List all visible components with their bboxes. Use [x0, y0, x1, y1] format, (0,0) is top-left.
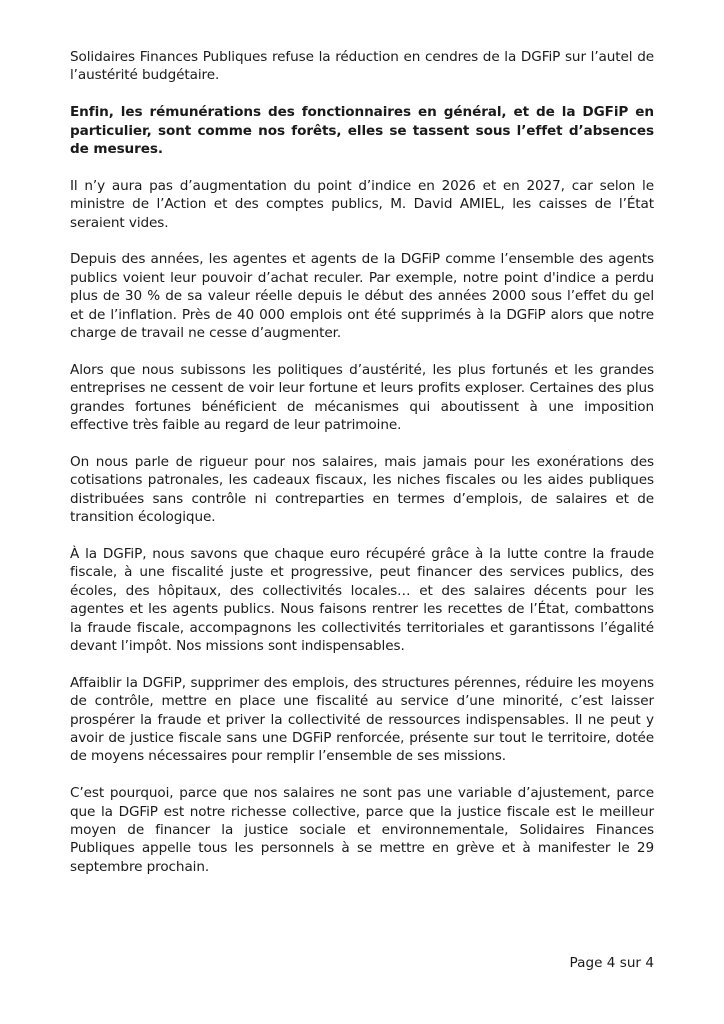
paragraph-appel-greve: C’est pourquoi, parce que nos salaires ne sont pas une variable d’ajustement, parce que la DGFiP est notre richesse collective, parce que la justice fiscale est le meilleur moyen de financer la justice sociale et environnementale, Solidaires Finances Publiques appelle tous les personnels à se mettre en grève et à manifester le 29 septembre prochain.: [70, 785, 654, 875]
paragraph-austerite-refusal: Solidaires Finances Publiques refuse la réduction en cendres de la DGFiP sur l’autel de l’austérité budgétaire.: [70, 49, 654, 84]
paragraph-point-indice: Il n’y aura pas d’augmentation du point d’indice en 2026 et en 2027, car selon le ministre de l’Action et des comptes publics, M. David AMIEL, les caisses de l’État seraient vides.: [70, 177, 654, 231]
paragraph-dgfip-missions: À la DGFiP, nous savons que chaque euro récupéré grâce à la lutte contre la fraude fiscale, à une fiscalité juste et progressive, peut financer des services publics, des écoles, des hôpitaux, des collectivités locales… et des salaires décents pour les agentes et les agents publics. Nous faisons rentrer les recettes de l’État, combattons la fraude fiscale, accompagnons les collectivités territoriales et garantissons l’égalité devant l’impôt. Nos missions sont indispensables.: [70, 545, 654, 654]
paragraph-pouvoir-achat: Depuis des années, les agentes et agents de la DGFiP comme l’ensemble des agents publics voient leur pouvoir d’achat reculer. Par exemple, notre point d'indice a perdu plus de 30 % de sa valeur réelle depuis le début des années 2000 sous l’effet du gel et de l’inflation. Près de 40 000 emplois ont été supprimés à la DGFiP alors que notre charge de travail ne cesse d’augmenter.: [70, 251, 654, 342]
paragraph-rigueur: On nous parle de rigueur pour nos salaires, mais jamais pour les exonérations des cotisations patronales, les cadeaux fiscaux, les niches fiscales ou les aides publiques distribuées sans contrôle ni contreparties en termes d’emplois, de salaires et de transition écologique.: [70, 453, 654, 526]
paragraph-remunerations-bold: Enfin, les rémunérations des fonctionnaires en général, et de la DGFiP en particulier, sont comme nos forêts, elles se tassent sous l’effet d’absences de mesures.: [70, 104, 654, 158]
page-number: Page 4 sur 4: [569, 955, 654, 971]
paragraph-fortunes: Alors que nous subissons les politiques d’austérité, les plus fortunés et les grandes entreprises ne cessent de voir leur fortune et leurs profits exploser. Certaines des plus grandes fortunes bénéficient de mécanismes qui aboutissent à une imposition effective très faible au regard de leur patrimoine.: [70, 361, 654, 434]
paragraph-affaiblir-dgfip: Affaiblir la DGFiP, supprimer des emplois, des structures pérennes, réduire les moyens de contrôle, mettre en place une fiscalité au service d’une minorité, c’est laisser prospérer la fraude et priver la collectivité de ressources indispensables. Il ne peut y avoir de justice fiscale sans une DGFiP renforcée, présente sur tout le territoire, dotée de moyens nécessaires pour remplir l’ensemble de ses missions.: [70, 674, 654, 765]
document-body: [70, 48, 654, 895]
